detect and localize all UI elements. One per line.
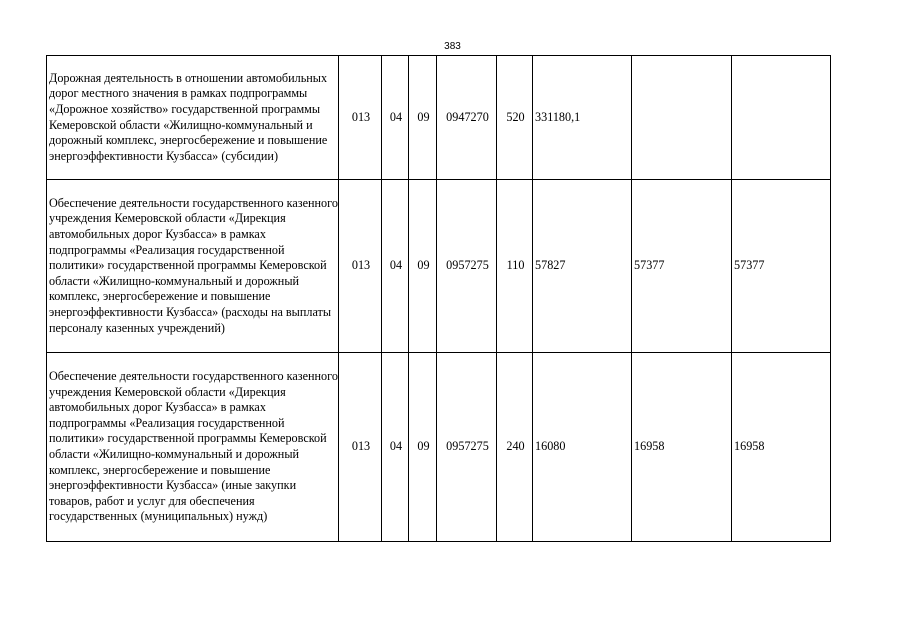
table-row xyxy=(47,56,831,180)
amount-year-1: 331180,1 xyxy=(533,56,632,180)
subsection-code: 09 xyxy=(409,56,437,180)
expense-type-code: 240 xyxy=(497,353,533,542)
subsection-code: 09 xyxy=(409,353,437,542)
section-code: 04 xyxy=(382,180,409,353)
amount-year-2: 57377 xyxy=(632,180,732,353)
page-number: 383 xyxy=(444,41,461,52)
ministry-code: 013 xyxy=(339,353,382,542)
row-description: Обеспечение деятельности государственного казенного учреждения Кемеровской области «Дирекция автомобильных дорог Кузбасса» в рамках подпрограммы «Реализация государственной политики» государственной программы Кемеровской области «Жилищно-коммунальный и дорожный комплекс, энергосбережение и повышение энергоэффективности Кузбасса» (расходы на выплаты персоналу казенных учреждений) xyxy=(47,180,339,353)
budget-table xyxy=(46,55,831,542)
target-article-code: 0957275 xyxy=(437,353,497,542)
section-code: 04 xyxy=(382,56,409,180)
subsection-code: 09 xyxy=(409,180,437,353)
amount-year-3: 16958 xyxy=(732,353,831,542)
ministry-code: 013 xyxy=(339,180,382,353)
row-description: Обеспечение деятельности государственного казенного учреждения Кемеровской области «Дирекция автомобильных дорог Кузбасса» в рамках подпрограммы «Реализация государственной политики» государственной программы Кемеровской области «Жилищно-коммунальный и дорожный комплекс, энергосбережение и повышение энергоэффективности Кузбасса» (иные закупки товаров, работ и услуг для обеспечения государственных (муниципальных) нужд) xyxy=(47,353,339,542)
amount-year-1: 16080 xyxy=(533,353,632,542)
table-row xyxy=(47,353,831,542)
row-description: Дорожная деятельность в отношении автомобильных дорог местного значения в рамках подпрограммы «Дорожное хозяйство» государственной программы Кемеровской области «Жилищно-коммунальный и дорожный комплекс, энергосбережение и повышение энергоэффективности Кузбасса» (субсидии) xyxy=(47,56,339,180)
section-code: 04 xyxy=(382,353,409,542)
amount-year-1: 57827 xyxy=(533,180,632,353)
amount-year-3: 57377 xyxy=(732,180,831,353)
ministry-code: 013 xyxy=(339,56,382,180)
amount-year-2: 16958 xyxy=(632,353,732,542)
target-article-code: 0957275 xyxy=(437,180,497,353)
amount-year-2 xyxy=(632,56,732,180)
amount-year-3 xyxy=(732,56,831,180)
expense-type-code: 520 xyxy=(497,56,533,180)
expense-type-code: 110 xyxy=(497,180,533,353)
table-row xyxy=(47,180,831,353)
target-article-code: 0947270 xyxy=(437,56,497,180)
